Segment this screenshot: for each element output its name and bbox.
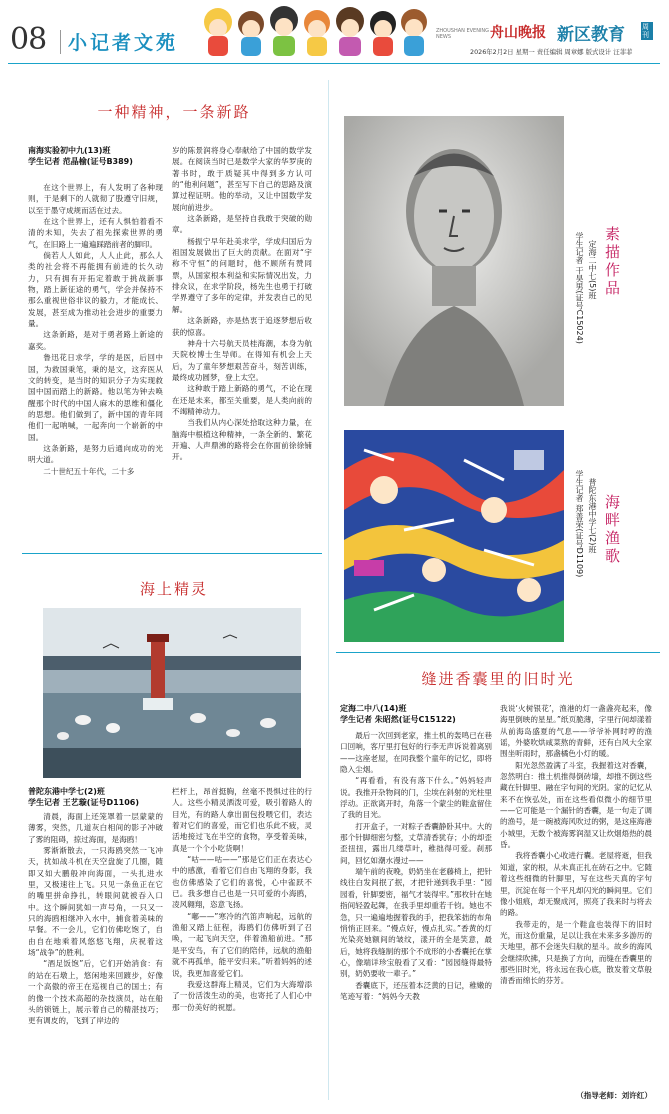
paragraph: 这条新路，是坚持自我敢于突破的勋章。 [172, 214, 312, 235]
paragraph: 在这个世界上，有人发明了各种现则，于是剩下的人就彻了股遵守旧规，以至于墨守成规而活在过去。 [28, 183, 163, 215]
fishing-painting [344, 430, 564, 642]
article3-school: 定海二中八(14)班 [340, 704, 407, 713]
paragraph: 岁的陈景润将身心奉献给了中国的数学发展。在阅读当时已是数学大家的华罗庚的著书时，敢于质疑其中得到多方认可的“他利问题”，甚至写下自己的思路及演算过程证明。他的举动，又让中国数学发展向前进步。 [172, 146, 312, 212]
edition-name: 新区教育 [557, 25, 625, 45]
article1-col2 [172, 145, 312, 463]
paragraph: 栏杆上，昂首挺胸，丝毫不畏惧过往的行人。这些小精灵洒泼可爱，吸引着路人的目光，有的路人拿出面包投喂它们，表达着对它们的喜爱，而它们也乐此不疲，灵活地接过飞在半空的食物，享受着美味，真是一个个小吃货啊！ [172, 787, 312, 853]
painting-title: 海畔渔歌 [603, 494, 621, 566]
paragraph: 鲁迅花日求学，学的是医，后回中国，为救国秉笔，秉的是文，这弃医从文的转变，是当时的知识分子为实现救国中国而踏上的新路。他以笔为钟去唤醒那个时代的中国人麻木的思维和僵化的思想。他们做到了，新中国的青年同他们一起呐喊，一起奔向一个崭新的中国。 [28, 353, 163, 442]
article1-col1 [28, 182, 163, 477]
paragraph: “酒足饭饱”后，它们开始消食：有的站在石墩上，悠闲地来回踱步，好像一个高傲的帝王在巡视自己的国土；有的像一个技术高超的杂技演员，站在船头的锁链上，展示着自己的精湛技巧；更有调皮的，飞到了岸边的 [28, 959, 163, 1026]
paragraph: 倘若人人如此，人人止此，那么人类的社会将不再能拥有前进的长久动力，只有拥有开拓定着敢于挑战新事物，踏上新征途的勇气，学会并保持不那么重视世俗非议的毅力，才能成长、发展，甚至成为推动社会进步的重要力量。 [28, 251, 163, 329]
paragraph: 当我们从内心深处拾取这种力量，在脑海中根植这种精神，一条全新的、繁花开遍、人声鼎沸的路将会在你面前徐徐铺开。 [172, 418, 312, 462]
article3-byline [340, 703, 492, 725]
dateline: 2026年2月2日 星期一 责任编辑 周章娜 版式设计 汪菲菲 [470, 48, 633, 56]
sketch-school: 定海二中七(5)班 [588, 240, 597, 300]
page-number: 08 [10, 22, 47, 57]
article1-title: 一种精神，一条新路 [97, 103, 251, 121]
seagull-photo [43, 608, 301, 778]
paragraph: 神舟十六号航天员桂海潮，本身为航天院校博士生导师。在得知有机会上天后，为了童年梦想艰苦奋斗，刻苦训练，最终成功圆梦，登上太空。 [172, 338, 312, 382]
painting-school: 普陀东港中学七(2)班 [588, 478, 597, 554]
article2-col2 [172, 786, 312, 1013]
paragraph: 这条新路，亦是热衷于追逐梦想后收获的惊喜。 [172, 316, 312, 337]
article3-col2 [500, 703, 652, 987]
column-title: 小记者文苑 [68, 32, 179, 54]
paragraph: 这条新路，是努力后通向成功的光明大道。 [28, 443, 163, 465]
paragraph: 打开盒子，一对粽子香囊静卧其中。大的那个针脚细密匀整，丈草清香犹存；小的却歪歪扭扭，露出几缕草叶，稚拙得可爱。刹那间，回忆如潮水漫过—— [340, 821, 492, 865]
paragraph: 端午前的夜晚，奶奶坐在老藤椅上，把针线往白发间抿了抿，才把针递到我手里：“园园看，针脚要密，福气才装得牢。”那枚针在她指间轻盈起舞，在我手里却重若千钧。她也不急，只一遍遍地握着我的手，把我笨拙的布角悄悄正回来。“慢点好，慢点扎实。”香黄的灯光染亮她额间的皱纹，漾开的全是笑意，最后，她将我缝制的那个不成形的小香囊托在掌心，像端详珍宝般看了又看：“园园缝得最特别，奶奶要收一辈子。” [340, 867, 493, 979]
paragraph: 这条新路，是对于勇者路上新途的嘉奖。 [28, 330, 163, 351]
sketch-title: 素描作品 [603, 226, 621, 298]
article3-title: 缝进香囊里的旧时光 [421, 670, 575, 688]
article2-col1 [28, 811, 163, 1027]
article1-school: 南海实验初中九(13)班 [28, 146, 111, 155]
article3-author: 学生记者 朱昭然(证号C15122) [340, 715, 456, 724]
paragraph: 阳光忽然盈满了斗室，我握着这对香囊，忽然明白：推土机推得倒砖墙，却推不倒这些藏在针脚里、融在字句间的光阴。家的记忆从来不在恢弘处，而在这些看似微小的细节里——它可能是一个漏针的香囊，是一句走了调的渔号，是一碗被海风吹过的粥，是这座海港小城里，无数个被海雾润湿又让炊烟焐热的晨昏。 [500, 760, 652, 850]
page-header [0, 0, 669, 64]
paragraph: 我爱这群海上精灵，它们为大海增添了一份活泼生动的美，也寄托了人们心中那一份美好的祝愿。 [172, 979, 312, 1012]
paper-en-name: ZHOUSHAN EVENING NEWS [436, 28, 490, 40]
paragraph: “嘟——”寒冷的汽笛声响起，远航的渔船又踏上征程，海鸥们仿佛听到了召唤，一起飞向天空，伴着渔船前进。“那是平安鸟，有了它们的陪伴，远航的渔船就不再孤单，能平安归来。”听着妈妈的述说，我更加喜爱它们。 [172, 911, 312, 978]
article2-title: 海上精灵 [139, 580, 208, 598]
paragraph: 在这个世界上，还有人惧怕着看不清的未知，失去了祖先探索世界的勇气，在旧路上一遍遍踩踏前者的脚印。 [28, 217, 163, 249]
paragraph: 杨振宁早年赴美求学，学成归国后为祖国发展做出了巨大的贡献。在面对“宇称不守恒”的问题时，他不顾所有赞同票，从国家根本利益和实际情况出发，力排众议，在求学阶段，杨先生也勇于打破学界遵守了多年的定律，并发表自己的见解。 [172, 236, 312, 314]
paragraph: 我说‘火树银花’，渔港的灯一盏盏亮起来，像海里倒映的星星。”纸页脆薄，字里行间却漾着从前海岛盛夏的气息——爷爷补网时哼的渔谣，外婆吹烘咸菜熬的青鲜，还有白风大全家围坐听雨时，那盏橘色小灯的暖。 [500, 704, 653, 759]
paragraph: 二十世纪五十年代，二十多 [43, 466, 135, 476]
paragraph: “再看看，有没有落下什么。”妈妈轻声说。我推开杂物间的门，尘埃在斜射的光柱里浮动。正欲离开时，角落一个蒙尘的鞋盒留住了我的目光。 [340, 776, 492, 820]
teacher-credit: （指导老师：刘许红） [576, 1091, 652, 1100]
article2-byline [28, 786, 163, 808]
paper-logo: 舟山晚报 [490, 25, 546, 41]
paragraph: 清晨，海面上还笼罩着一层蒙蒙的薄雾，突然，几道灰白相间的影子冲破了雾的阻碍，掠过海面，是海鸥！ [28, 812, 163, 844]
paragraph: 最后一次回到老家，推土机的轰鸣已在巷口回响，客厅里打包好的行李无声诉说着离别——这座老屋，在同我整个童年的记忆，即将隐入尘烟。 [340, 731, 492, 775]
edition-tail: 周刊 [641, 22, 653, 40]
painting-author: 学生记者 郑善荣(证号D1109) [575, 470, 584, 578]
sketch-artwork [344, 116, 564, 406]
paragraph: 我将香囊小心收进行囊。老屋将逝，但我知道，家的根，从未真正扎在砖石之中。它随着这些细微的针脚里，写在这些天真的字句里，沉淀在每一个平凡却闪光的瞬间里。它们像小姐痕，却无聚成河，照亮了我来时与将去的路。 [500, 851, 652, 918]
sketch-author: 学生记者 干昊男(证号C15024) [575, 232, 584, 344]
paragraph: “咕——咕——”那是它们正在表达心中的感激，看着它们自由飞翔的身影，我也仿佛感染了它们的喜悦，心中雀跃不已。我多想自己也是一只可爱的小海鸥，凌风翱翔，恣意飞扬。 [172, 855, 312, 910]
kids-illustration [196, 2, 432, 58]
paragraph: 这种敢于踏上新路的勇气，不论在现在还是未来，都至关重要，是人类向前的不竭精神动力。 [172, 384, 312, 416]
article3-col1 [340, 730, 492, 1002]
article1-author: 学生记者 范晶榆(证号B389) [28, 157, 133, 166]
paragraph: 香囊底下，还压着本泛黄的日记，稚嫩的笔迹写着：“妈妈今天教 [340, 980, 492, 1001]
article2-school: 普陀东港中学七(2)班 [28, 787, 105, 796]
paragraph: 雾渐渐散去，一只海鸥突然一飞冲天，扰如战斗机在天空盘旋了几圈，随即又如大鹏般冲向海面，一头扎进水里，又极速往上飞。只见一条鱼正在它的嘴里拼命挣扎，转眼间就被吞入口中。这个瞬间犹如一声号角，一只又一只的海鸥相继冲入水中，捕食着美味的早餐。不一会儿，它们仿佛吃饱了，自由自在地乘着风悠悠飞翔，庆祝着这场“战争”的胜利。 [28, 846, 163, 958]
article2-author: 学生记者 王艺璇(证号D1106) [28, 798, 140, 807]
article1-byline [28, 145, 163, 167]
paragraph: 我带走的，是一个鞋盒也装得下的旧时光，而这份重量，足以让我在未来多多游历的天地里，都不会迷失归航的星斗。故乡的海风会继续吹拂，只是换了方向，而缝在香囊里的那些旧时光，将永远在我心底，散发着文草般清香而绵长的芬芳。 [500, 919, 652, 986]
